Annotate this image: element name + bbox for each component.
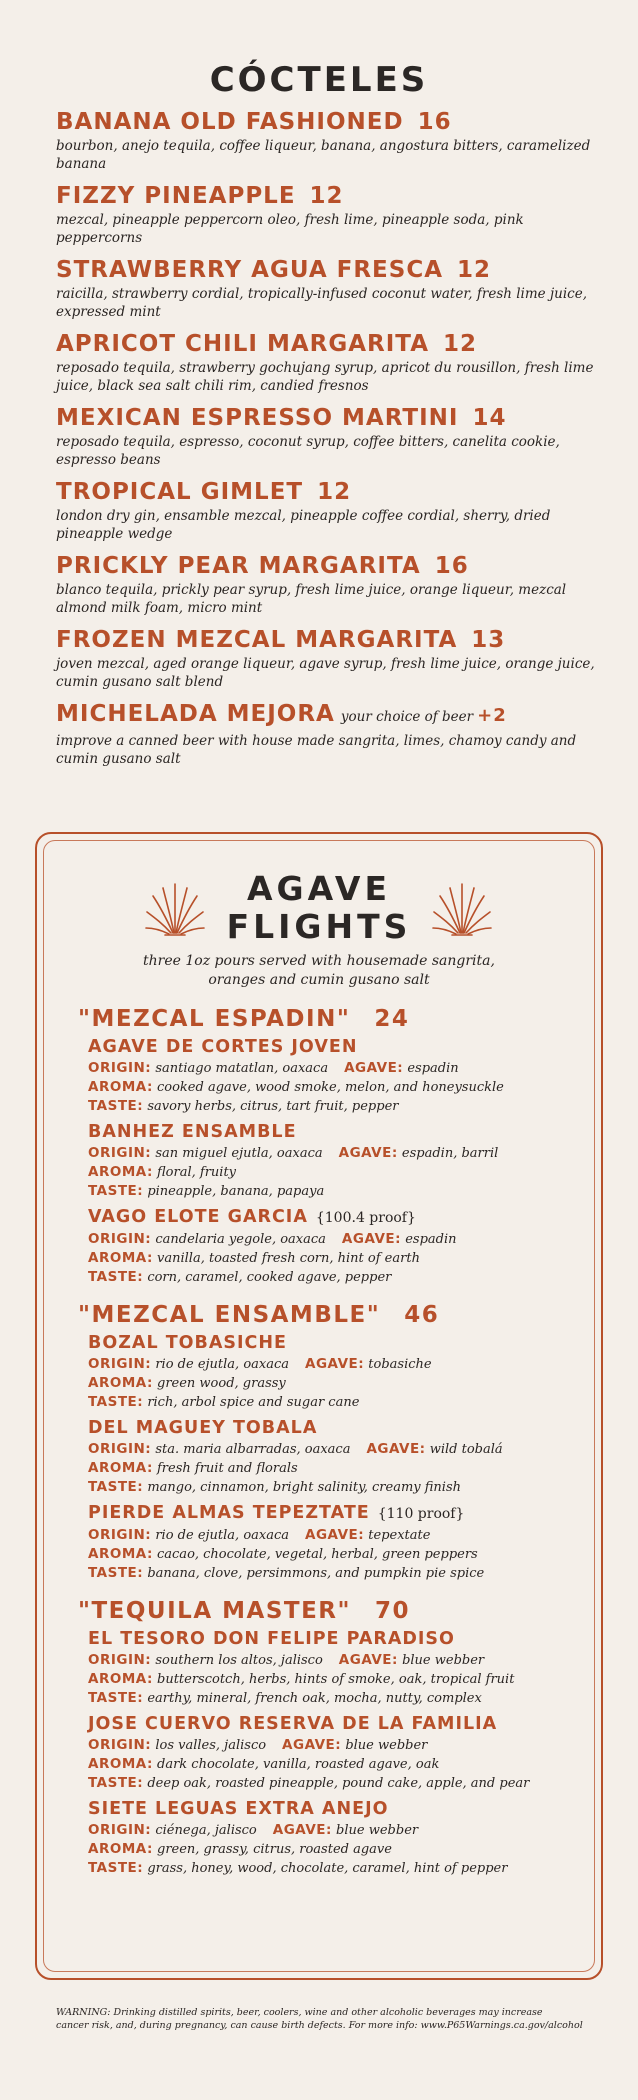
aroma-label: AROMA: [88, 1841, 153, 1857]
cocktail-item [56, 255, 596, 321]
flight-name: "MEZCAL ENSAMBLE" [78, 1302, 381, 1328]
origin-label: ORIGIN: [88, 1652, 152, 1668]
cocktail-price: 12 [309, 183, 344, 209]
cocktail-item [56, 551, 596, 617]
cocktail-name: APRICOT CHILI MARGARITA [56, 331, 430, 357]
flight-group [78, 1595, 598, 1878]
agave-value: espadin, barril [401, 1146, 499, 1161]
taste-value: grass, honey, wood, chocolate, caramel, hint of pepper [147, 1861, 508, 1876]
origin-value: ciénega, jalisco [155, 1823, 257, 1838]
aroma-value: fresh fruit and florals [157, 1461, 298, 1476]
cocktail-item [56, 625, 596, 691]
cocktail-item [56, 403, 596, 469]
agave-label: AGAVE: [272, 1822, 332, 1838]
origin-value: santiago matatlan, oaxaca [155, 1061, 329, 1076]
taste-value: savory herbs, citrus, tart fruit, pepper [147, 1099, 399, 1114]
taste-label: TASTE: [88, 1860, 144, 1876]
origin-label: ORIGIN: [88, 1737, 152, 1753]
spirit-item [88, 1627, 598, 1708]
flight-group [78, 1299, 598, 1583]
taste-value: corn, caramel, cooked agave, pepper [147, 1270, 392, 1285]
origin-value: southern los altos, jalisco [155, 1653, 323, 1668]
aroma-value: green wood, grassy [157, 1376, 286, 1391]
origin-label: ORIGIN: [88, 1441, 152, 1457]
spirit-item [88, 1120, 598, 1201]
taste-label: TASTE: [88, 1690, 144, 1706]
cocktail-name: FROZEN MEZCAL MARGARITA [56, 627, 458, 653]
flight-group [78, 1003, 598, 1287]
spirit-item [88, 1035, 598, 1116]
origin-value: rio de ejutla, oaxaca [155, 1357, 290, 1372]
taste-value: mango, cinnamon, bright salinity, creamy finish [147, 1480, 462, 1495]
aroma-value: dark chocolate, vanilla, roasted agave, oak [157, 1757, 440, 1772]
cocktails-title: CÓCTELES [209, 60, 429, 100]
cocktail-price: 12 [457, 257, 492, 283]
spirit-item [88, 1205, 598, 1287]
taste-value: earthy, mineral, french oak, mocha, nutty, complex [147, 1691, 482, 1706]
aroma-value: green, grassy, citrus, roasted agave [157, 1842, 392, 1857]
spirit-name: VAGO ELOTE GARCIA [88, 1207, 308, 1227]
agave-label: AGAVE: [338, 1145, 398, 1161]
flights-subtitle-line-1: three 1oz pours served with housemade sangrita, [143, 953, 495, 969]
taste-label: TASTE: [88, 1269, 144, 1285]
agave-value: blue webber [336, 1823, 419, 1838]
origin-value: los valles, jalisco [155, 1738, 267, 1753]
origin-label: ORIGIN: [88, 1822, 152, 1838]
spirit-name: BOZAL TOBASICHE [88, 1333, 287, 1353]
aroma-label: AROMA: [88, 1250, 153, 1266]
agave-label: AGAVE: [338, 1652, 398, 1668]
michelada-note: your choice of beer [340, 709, 474, 725]
cocktail-description: london dry gin, ensamble mezcal, pineapple coffee cordial, sherry, dried pineapple wedge [56, 508, 551, 542]
flights-subtitle [0, 952, 638, 990]
cocktail-list [56, 107, 596, 776]
aroma-value: butterscotch, herbs, hints of smoke, oak, tropical fruit [157, 1672, 515, 1687]
cocktail-description: joven mezcal, aged orange liqueur, agave syrup, fresh lime juice, orange juice, cumin gusano salt blend [56, 656, 595, 690]
agave-value: espadin [405, 1232, 457, 1247]
taste-label: TASTE: [88, 1183, 144, 1199]
cocktail-description: mezcal, pineapple peppercorn oleo, fresh lime, pineapple soda, pink peppercorns [56, 212, 524, 246]
cocktail-name: STRAWBERRY AGUA FRESCA [56, 257, 444, 283]
taste-label: TASTE: [88, 1394, 144, 1410]
taste-label: TASTE: [88, 1565, 144, 1581]
aroma-label: AROMA: [88, 1756, 153, 1772]
taste-value: rich, arbol spice and sugar cane [147, 1395, 360, 1410]
origin-value: rio de ejutla, oaxaca [155, 1528, 290, 1543]
cocktail-description: reposado tequila, strawberry gochujang syrup, apricot du rousillon, fresh lime juice, black sea salt chili rim, candied fresnos [56, 360, 594, 394]
aroma-label: AROMA: [88, 1079, 153, 1095]
spirit-name: BANHEZ ENSAMBLE [88, 1122, 297, 1142]
cocktail-name: PRICKLY PEAR MARGARITA [56, 553, 421, 579]
flight-list [78, 1003, 598, 1890]
aroma-label: AROMA: [88, 1671, 153, 1687]
cocktail-price: 13 [471, 627, 506, 653]
aroma-label: AROMA: [88, 1460, 153, 1476]
cocktail-name: MICHELADA MEJORA [56, 701, 335, 727]
flight-name: "MEZCAL ESPADIN" [78, 1006, 351, 1032]
spirit-name: DEL MAGUEY TOBALA [88, 1418, 318, 1438]
taste-label: TASTE: [88, 1775, 144, 1791]
cocktail-description: bourbon, anejo tequila, coffee liqueur, banana, angostura bitters, caramelized banana [56, 138, 591, 172]
spirit-name: PIERDE ALMAS TEPEZTATE [88, 1503, 370, 1523]
cocktail-name: BANANA OLD FASHIONED [56, 109, 404, 135]
taste-label: TASTE: [88, 1479, 144, 1495]
spirit-proof: {110 proof} [377, 1506, 465, 1522]
agave-value: tobasiche [368, 1357, 432, 1372]
agave-value: espadin [407, 1061, 459, 1076]
aroma-value: vanilla, toasted fresh corn, hint of earth [157, 1251, 420, 1266]
cocktail-price: 16 [434, 553, 469, 579]
cocktail-name: FIZZY PINEAPPLE [56, 183, 296, 209]
michelada-item [56, 699, 596, 768]
aroma-value: cooked agave, wood smoke, melon, and honeysuckle [157, 1080, 504, 1095]
cocktail-price: 12 [317, 479, 352, 505]
cocktail-item [56, 181, 596, 247]
spirit-item [88, 1331, 598, 1412]
origin-label: ORIGIN: [88, 1231, 152, 1247]
spirit-name: AGAVE DE CORTES JOVEN [88, 1037, 358, 1057]
agave-label: AGAVE: [366, 1441, 426, 1457]
alcohol-warning [56, 2006, 586, 2032]
agave-value: tepextate [368, 1528, 431, 1543]
agave-label: AGAVE: [305, 1356, 365, 1372]
origin-label: ORIGIN: [88, 1060, 152, 1076]
warning-line-2: cancer risk, and, during pregnancy, can cause birth defects. For more info: www.P65Warnings.ca.gov/alcohol [56, 2020, 583, 2031]
aroma-label: AROMA: [88, 1375, 153, 1391]
aroma-label: AROMA: [88, 1546, 153, 1562]
spirit-item [88, 1797, 598, 1878]
cocktail-description: raicilla, strawberry cordial, tropically-infused coconut water, fresh lime juice, expressed mint [56, 286, 587, 320]
spirit-name: SIETE LEGUAS EXTRA ANEJO [88, 1799, 389, 1819]
warning-line-1: WARNING: Drinking distilled spirits, beer, coolers, wine and other alcoholic beverages may increase [56, 2007, 543, 2018]
flight-price: 24 [374, 1006, 410, 1032]
origin-label: ORIGIN: [88, 1527, 152, 1543]
cocktail-price: 16 [417, 109, 452, 135]
agave-value: blue webber [345, 1738, 428, 1753]
cocktail-name: MEXICAN ESPRESSO MARTINI [56, 405, 459, 431]
origin-label: ORIGIN: [88, 1356, 152, 1372]
cocktail-description: blanco tequila, prickly pear syrup, fresh lime juice, orange liqueur, mezcal almond milk foam, micro mint [56, 582, 567, 616]
flights-title-line-2: FLIGHTS [226, 907, 412, 946]
spirit-name: EL TESORO DON FELIPE PARADISO [88, 1629, 455, 1649]
agave-value: blue webber [402, 1653, 485, 1668]
origin-value: san miguel ejutla, oaxaca [155, 1146, 323, 1161]
spirit-item [88, 1712, 598, 1793]
taste-value: deep oak, roasted pineapple, pound cake, apple, and pear [147, 1776, 530, 1791]
spirit-proof: {100.4 proof} [315, 1210, 416, 1226]
cocktail-description: reposado tequila, espresso, coconut syrup, coffee bitters, canelita cookie, espresso beans [56, 434, 560, 468]
spirit-item [88, 1416, 598, 1497]
origin-label: ORIGIN: [88, 1145, 152, 1161]
taste-value: banana, clove, persimmons, and pumpkin pie spice [147, 1566, 485, 1581]
flight-name: "TEQUILA MASTER" [78, 1598, 351, 1624]
cocktail-name: TROPICAL GIMLET [56, 479, 304, 505]
agave-label: AGAVE: [344, 1060, 404, 1076]
spirit-item [88, 1501, 598, 1583]
agave-label: AGAVE: [305, 1527, 365, 1543]
cocktail-item [56, 477, 596, 543]
aroma-label: AROMA: [88, 1164, 153, 1180]
taste-label: TASTE: [88, 1098, 144, 1114]
cocktail-price: 14 [472, 405, 507, 431]
aroma-value: cacao, chocolate, vegetal, herbal, green peppers [157, 1547, 478, 1562]
michelada-extra-price: +2 [477, 705, 507, 726]
taste-value: pineapple, banana, papaya [147, 1184, 325, 1199]
origin-value: candelaria yegole, oaxaca [155, 1232, 326, 1247]
aroma-value: floral, fruity [157, 1165, 237, 1180]
flight-price: 70 [374, 1598, 410, 1624]
agave-label: AGAVE: [341, 1231, 402, 1247]
agave-value: wild tobalá [429, 1442, 503, 1457]
cocktail-description: improve a canned beer with house made sangrita, limes, chamoy candy and cumin gusano salt [56, 733, 577, 767]
agave-label: AGAVE: [282, 1737, 342, 1753]
cocktail-item [56, 107, 596, 173]
cocktail-price: 12 [443, 331, 478, 357]
flights-title-line-1: AGAVE [246, 869, 391, 908]
cocktail-item [56, 329, 596, 395]
origin-value: sta. maria albarradas, oaxaca [155, 1442, 351, 1457]
flights-subtitle-line-2: oranges and cumin gusano salt [208, 972, 430, 988]
flights-heading [0, 870, 638, 946]
flight-price: 46 [404, 1302, 440, 1328]
spirit-name: JOSE CUERVO RESERVA DE LA FAMILIA [88, 1714, 498, 1734]
